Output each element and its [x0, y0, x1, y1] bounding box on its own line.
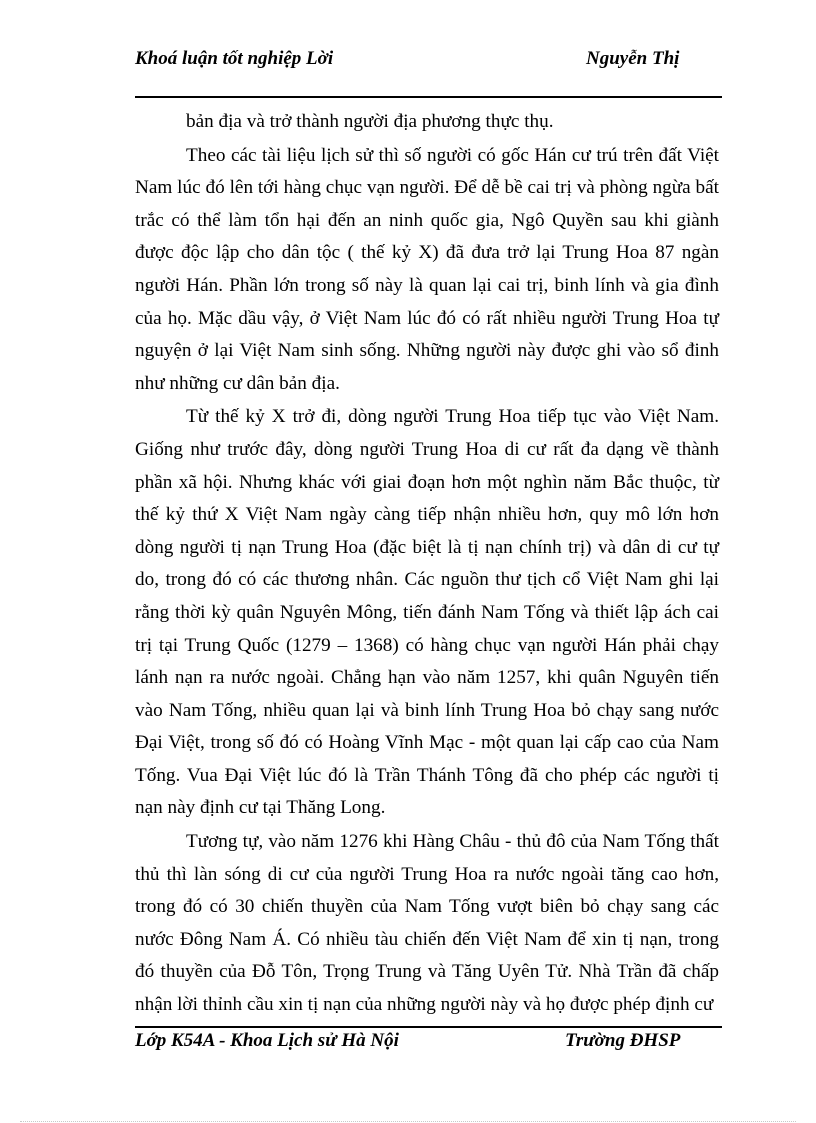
- paragraph: Theo các tài liệu lịch sử thì số người có gốc Hán cư trú trên đất Việt Nam lúc đó lên tới hàng chục vạn người. Để dễ bề cai trị và phòng ngừa bất trắc có thể làm tổn hại đến an ninh quốc gia, Ngô Quyền sau khi giành được độc lập cho dân tộc ( thế kỷ X) đã đưa trở lại Trung Hoa 87 ngàn người Hán. Phần lớn trong số này là quan lại cai trị, binh lính và gia đình của họ. Mặc dầu vậy, ở Việt Nam lúc đó có rất nhiều người Trung Hoa tự nguyện ở lại Việt Nam sinh sống. Những người này được ghi vào sổ đinh như những cư dân bản địa.: [135, 144, 719, 394]
- paragraph: Từ thế kỷ X trở đi, dòng người Trung Hoa tiếp tục vào Việt Nam. Giống như trước đây, dòng người Trung Hoa di cư rất đa dạng về thành phần xã hội. Nhưng khác với giai đoạn hơn một nghìn năm Bắc thuộc, từ thế kỷ thứ X Việt Nam ngày càng tiếp nhận nhiều hơn, quy mô lớn hơn dòng người tị nạn Trung Hoa (đặc biệt là tị nạn chính trị) và dân di cư tự do, trong đó có các thương nhân. Các nguồn thư tịch cổ Việt Nam ghi lại rằng thời kỳ quân Nguyên Mông, tiến đánh Nam Tống và thiết lập ách cai trị tại Trung Quốc (1279 – 1368) có hàng chục vạn người Hán phải chạy lánh nạn ra nước ngoài. Chẳng hạn vào năm 1257, khi quân Nguyên tiến vào Nam Tống, nhiều quan lại và binh lính Trung Hoa bỏ chạy sang nước Đại Việt, trong số đó có Hoàng Vĩnh Mạc - một quan lại cấp cao của Nam Tống. Vua Đại Việt lúc đó là Trần Thánh Tông đã cho phép các người tị nạn này định cư tại Thăng Long.: [135, 406, 719, 819]
- footer-university: Trường ĐHSP: [565, 1030, 681, 1051]
- footer-divider: [135, 1026, 722, 1028]
- paragraph-continuation: bản địa và trở thành người địa phương thực thụ.: [186, 111, 554, 132]
- header-thesis-title: Khoá luận tốt nghiệp Lời: [135, 48, 334, 69]
- footer-class-faculty: Lớp K54A - Khoa Lịch sử Hà Nội: [135, 1030, 399, 1051]
- header-author-name: Nguyễn Thị: [586, 48, 680, 69]
- page-header: [135, 48, 722, 96]
- document-body: [135, 106, 719, 1022]
- page-bottom-edge: [20, 1121, 796, 1122]
- paragraph: Tương tự, vào năm 1276 khi Hàng Châu - thủ đô của Nam Tống thất thủ thì làn sóng di cư của người Trung Hoa ra nước ngoài tăng cao hơn, trong đó có 30 chiến thuyền của Nam Tống vượt biên bỏ chạy sang các nước Đông Nam Á. Có nhiều tàu chiến đến Việt Nam để xin tị nạn, trong đó thuyền của Đỗ Tôn, Trọng Trung và Tăng Uyên Tử. Nhà Trần đã chấp nhận lời thỉnh cầu xin tị nạn của những người này và họ được phép định cư: [135, 831, 719, 1016]
- header-divider: [135, 96, 722, 98]
- page-footer: [135, 1030, 722, 1078]
